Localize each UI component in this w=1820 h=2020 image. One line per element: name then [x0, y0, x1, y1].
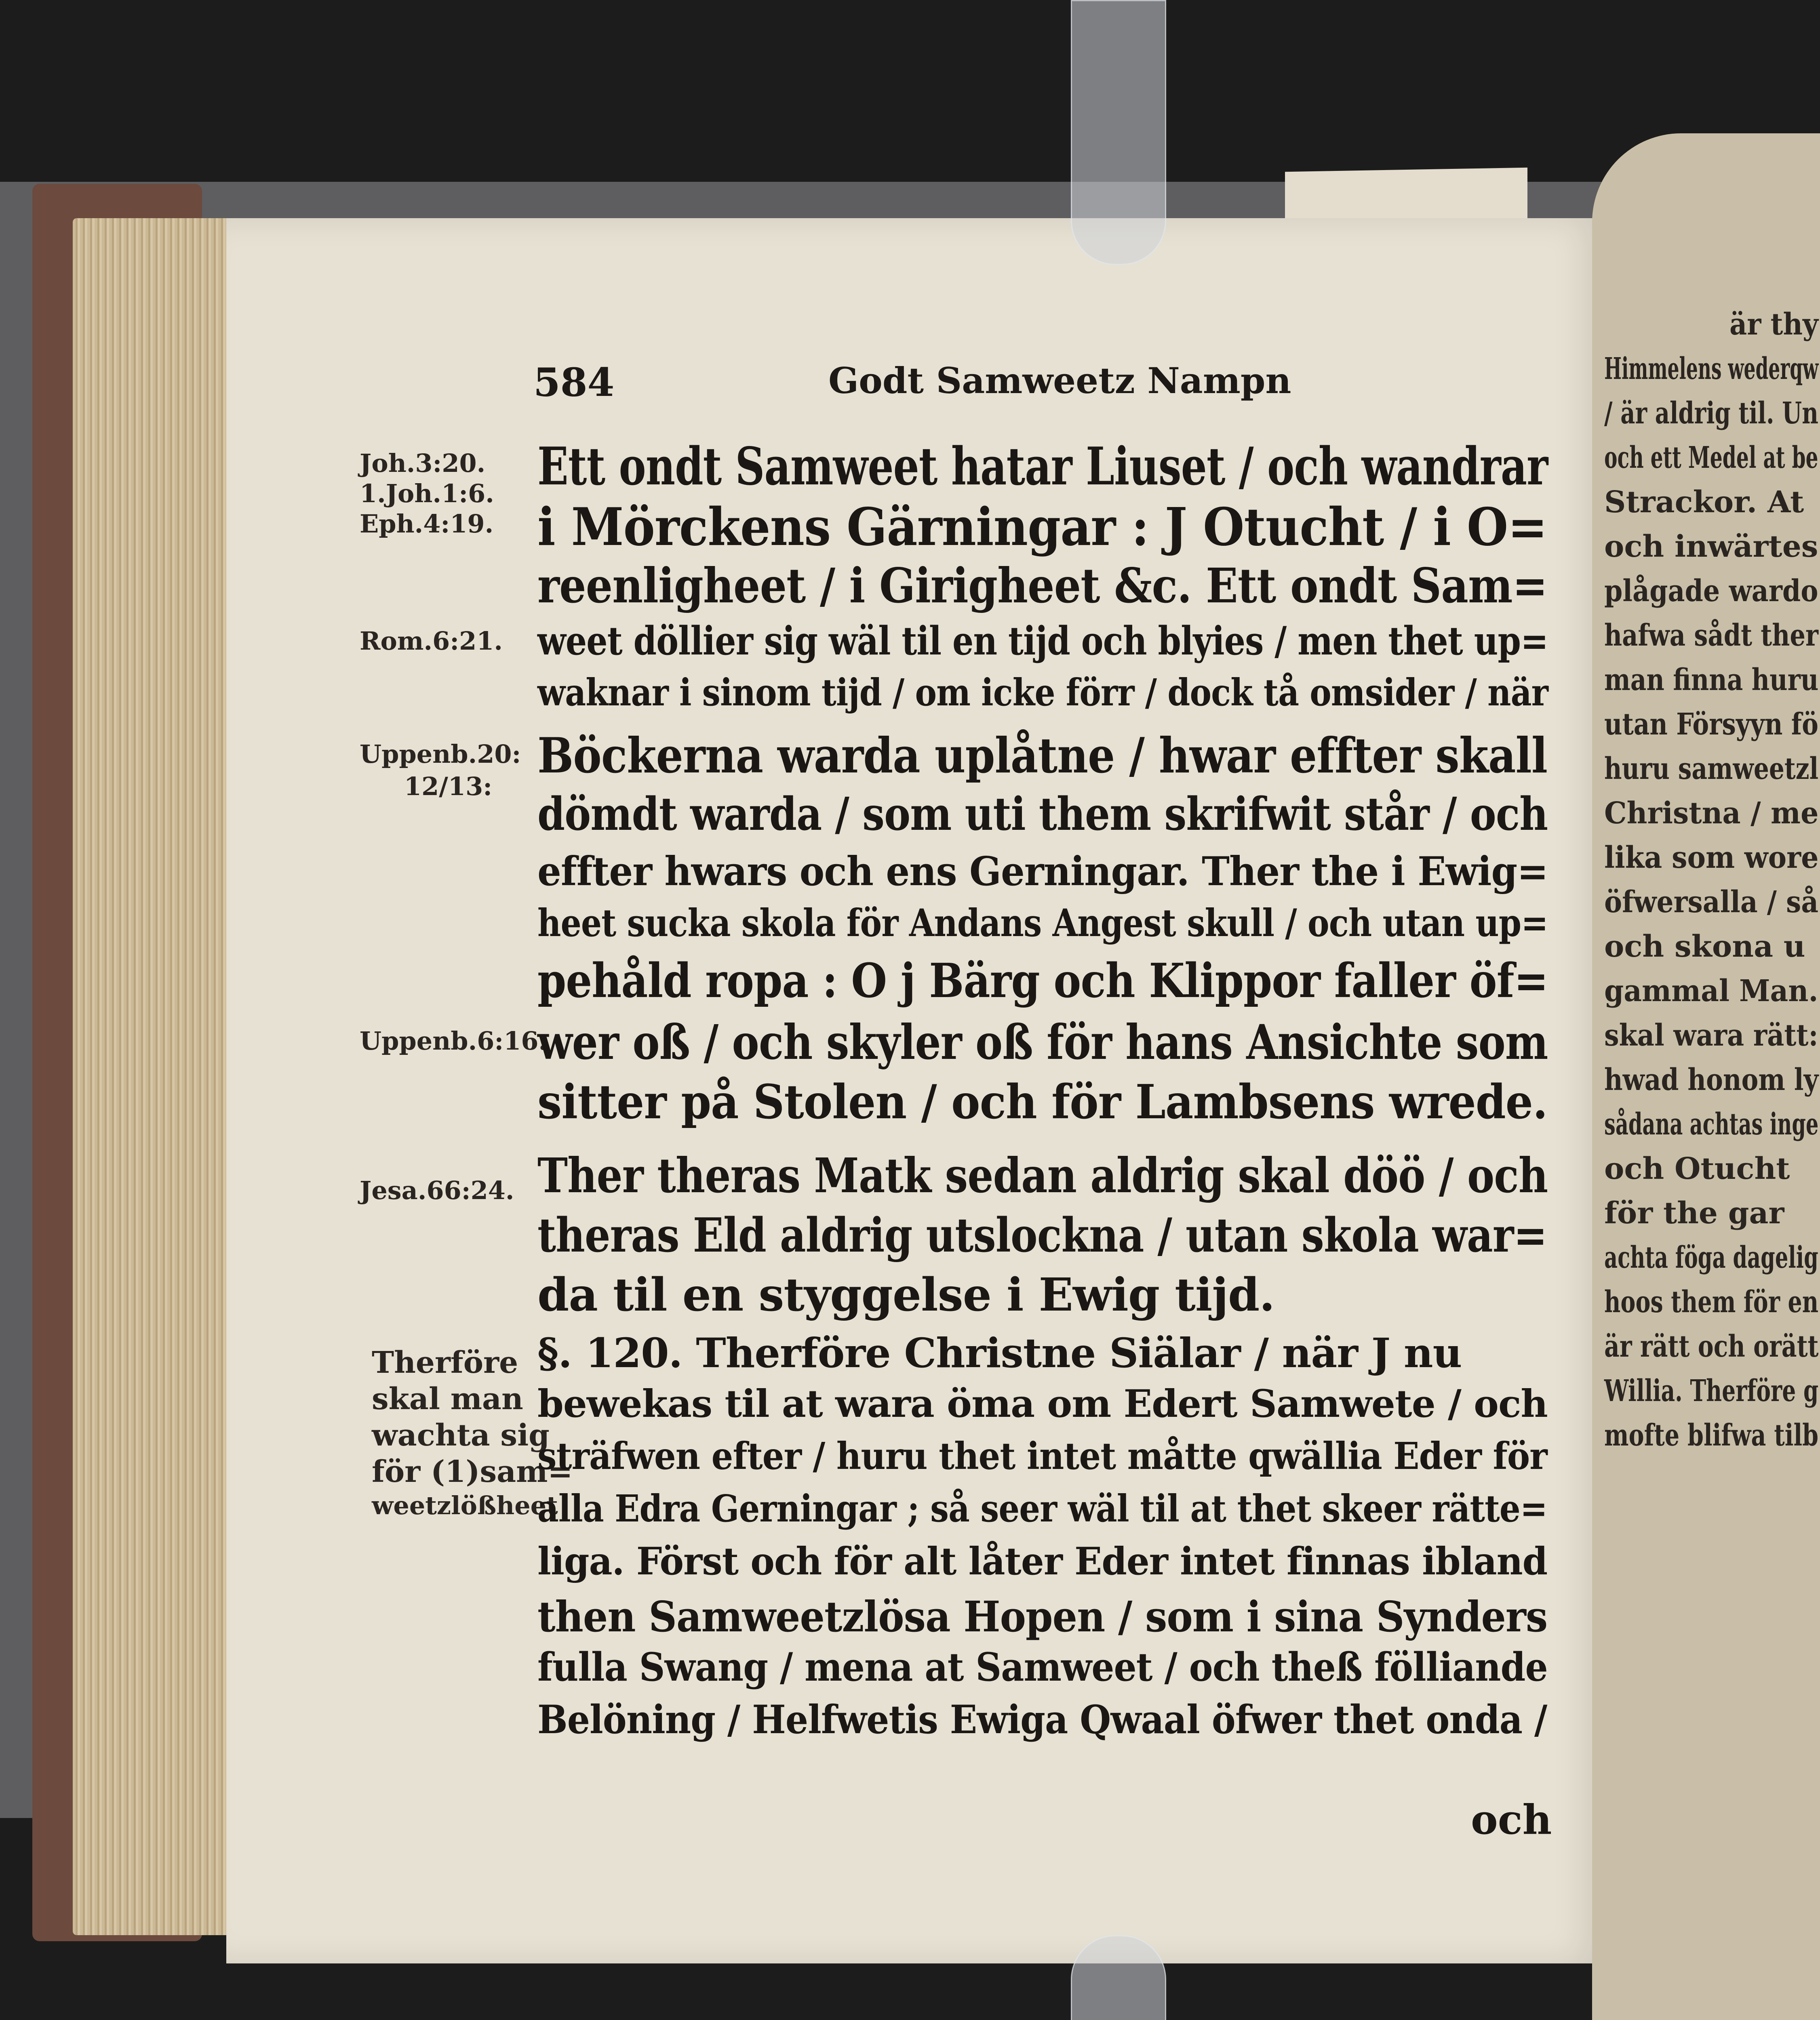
right-page-line: huru samweetzl	[1604, 751, 1819, 786]
right-page-line: mofte blifwa tilb	[1604, 1418, 1819, 1453]
right-page-line: plågade wardo	[1604, 574, 1818, 608]
right-page-line: hafwa sådt ther	[1604, 618, 1819, 653]
margin-note-line: Therföre	[372, 1345, 518, 1380]
body-line: alla Edra Gerningar ; så seer wäl til at thet skeer rätte=	[537, 1487, 1548, 1530]
right-page	[1592, 133, 1820, 2020]
body-line: da til en styggelse i Ewig tijd.	[537, 1269, 1275, 1321]
body-line: sträfwen efter / huru thet intet måtte qwällia Eder för	[537, 1434, 1547, 1478]
right-page-line: sådana achtas inge	[1604, 1107, 1819, 1142]
body-line: effter hwars och ens Gerningar. Ther the i Ewig=	[537, 848, 1548, 895]
body-line: fulla Swang / mena at Samweet / och theß fölliande	[537, 1644, 1548, 1690]
margin-note-line: wachta sig	[372, 1418, 550, 1453]
body-line: theras Eld aldrig utslockna / utan skola war=	[537, 1208, 1547, 1263]
body-line: Ther theras Matk sedan aldrig skal döö / och	[537, 1147, 1548, 1204]
right-page-line: är rätt och orätt	[1604, 1329, 1819, 1364]
running-head: Godt Samweetz Nampn	[828, 360, 1291, 402]
page-clip-bottom	[1071, 1935, 1166, 2020]
right-page-line: Willia. Therföre g	[1604, 1374, 1819, 1408]
margin-reference: Rom.6:21.	[360, 626, 503, 656]
body-line: wer oß / och skyler oß för hans Ansichte som	[537, 1014, 1548, 1070]
right-page-line: och ett Medel at be	[1604, 440, 1818, 475]
right-page-line: man finna huru	[1604, 663, 1819, 697]
page-clip-top	[1071, 0, 1166, 265]
margin-note-line: för (1)sam=	[372, 1454, 573, 1489]
margin-reference: 1.Joh.1:6.	[360, 479, 494, 508]
margin-reference: Jesa.66:24.	[360, 1176, 514, 1205]
right-page-line: lika som wore	[1604, 840, 1819, 875]
right-page-line: och skona u	[1604, 929, 1805, 964]
right-page-line: utan Försyyn fö	[1604, 707, 1818, 742]
body-line: sitter på Stolen / och för Lambsens wrede.	[537, 1075, 1548, 1130]
margin-reference: 12/13:	[404, 772, 493, 801]
body-line: heet sucka skola för Andans Angest skull / och utan up=	[537, 901, 1548, 945]
body-line: dömdt warda / som uti them skrifwit står / och	[537, 788, 1548, 841]
right-page-line: / är aldrig til. Un	[1604, 396, 1818, 431]
body-line: waknar i sinom tijd / om icke förr / dock tå omsider / när	[537, 671, 1548, 714]
body-line: Ett ondt Samweet hatar Liuset / och wandrar	[537, 436, 1548, 497]
right-page-line: för the gar	[1604, 1196, 1784, 1231]
margin-reference: Uppenb.6:16.	[360, 1026, 548, 1056]
body-line: Böckerna warda uplåtne / hwar effter skall	[537, 727, 1548, 784]
margin-reference: Uppenb.20:	[360, 739, 521, 769]
right-page-line: och inwärtes	[1604, 529, 1818, 564]
body-line: reenligheet / i Girigheet &c. Ett ondt Sam=	[537, 558, 1548, 614]
right-page-line: hoos them för en	[1604, 1285, 1819, 1319]
margin-note-line: weetzlößheet	[372, 1491, 558, 1520]
right-page-line: Christna / me	[1604, 796, 1819, 831]
right-page-line: Himmelens wederqw	[1604, 351, 1819, 386]
right-page-line: är thy	[1729, 307, 1818, 342]
body-line: weet döllier sig wäl til en tijd och blyies / men thet up=	[537, 618, 1548, 664]
body-line: liga. Först och för alt låter Eder intet finnas ibland	[537, 1539, 1548, 1584]
right-page-line: hwad honom ly	[1604, 1063, 1819, 1097]
body-line: then Samweetzlösa Hopen / som i sina Synders	[537, 1592, 1548, 1641]
page-number: 584	[533, 360, 615, 405]
body-line: §. 120. Therföre Christne Siälar / när J nu	[537, 1329, 1462, 1377]
margin-note-line: skal man	[372, 1382, 523, 1416]
body-line: i Mörckens Gärningar : J Otucht / i O=	[537, 497, 1547, 558]
right-page-line: och Otucht	[1604, 1151, 1790, 1186]
margin-reference: Joh.3:20.	[360, 448, 486, 478]
right-page-line: skal wara rätt:	[1604, 1018, 1818, 1053]
catchword: och	[1471, 1796, 1552, 1843]
page-fore-edge	[73, 218, 242, 1935]
body-line: pehåld ropa : O j Bärg och Klippor faller öf=	[537, 953, 1548, 1008]
body-line: bewekas til at wara öma om Edert Samwete / och	[537, 1382, 1548, 1426]
right-page-line: öfwersalla / så	[1604, 885, 1819, 920]
right-page-line: gammal Man.	[1604, 974, 1818, 1008]
right-page-line: achta föga dagelig	[1604, 1240, 1818, 1275]
margin-reference: Eph.4:19.	[360, 509, 494, 539]
body-line: Belöning / Helfwetis Ewiga Qwaal öfwer thet onda /	[537, 1697, 1547, 1742]
right-page-line: Strackor. At	[1604, 485, 1804, 520]
